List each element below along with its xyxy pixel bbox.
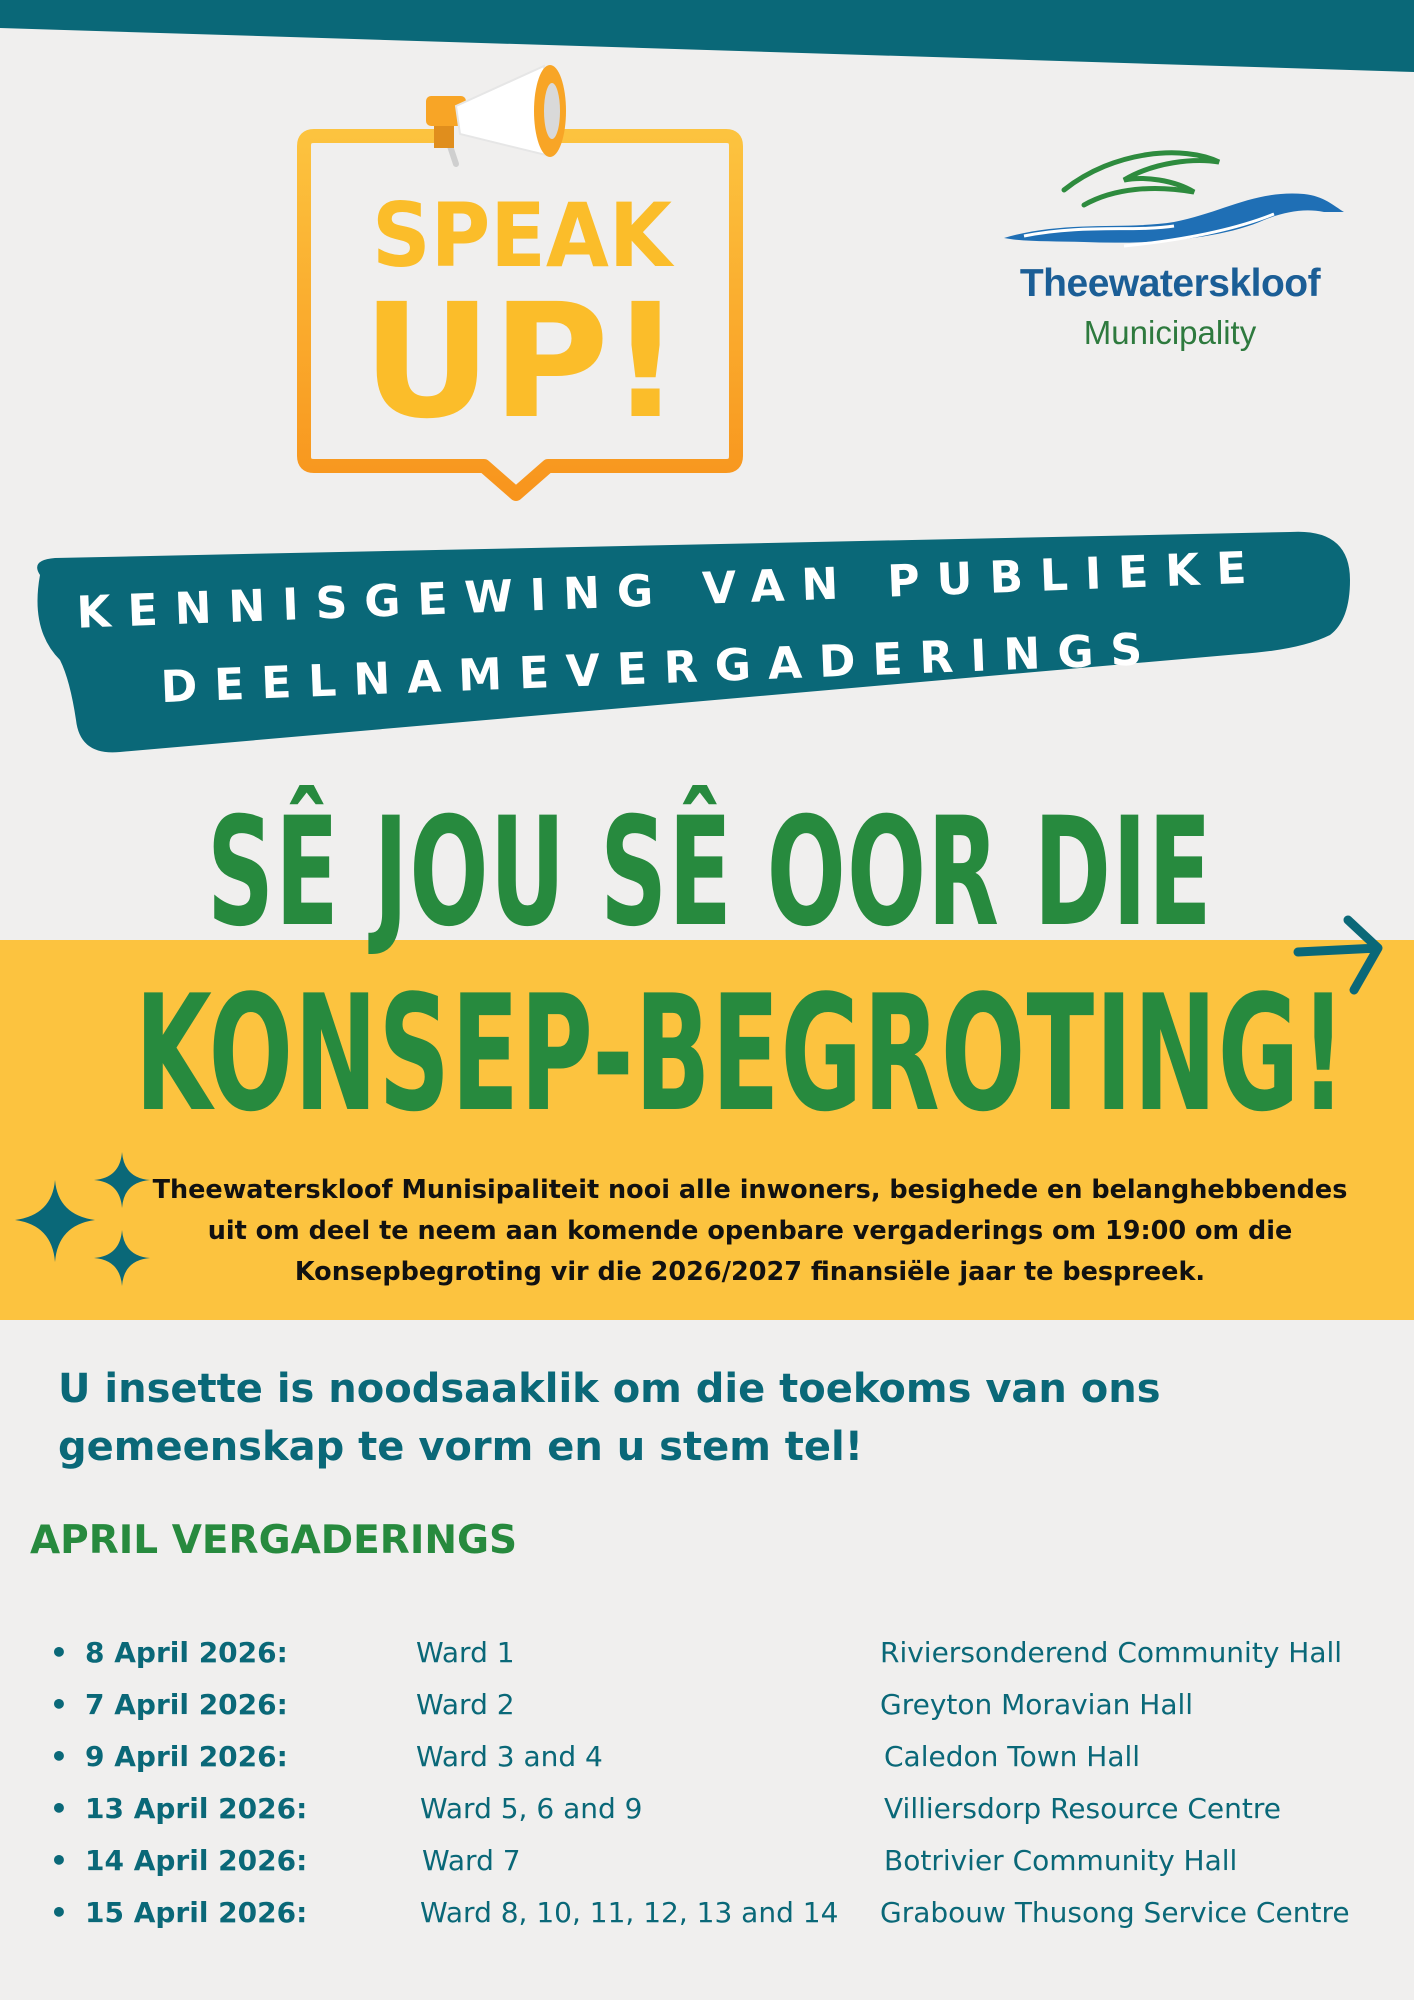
meeting-date: 7 April 2026: <box>85 1688 288 1721</box>
meeting-venue: Riviersonderend Community Hall <box>880 1636 1343 1669</box>
logo-subtitle: Municipality <box>1083 314 1257 351</box>
bullet: • <box>50 1896 68 1929</box>
bullet: • <box>50 1740 68 1773</box>
notice-title-line2: DEELNAMEVERGADERINGS <box>159 623 1161 714</box>
meeting-venue: Botrivier Community Hall <box>884 1844 1238 1877</box>
arrow-right-icon <box>1290 900 1390 1000</box>
list-item <box>0 1844 1414 1884</box>
bullet: • <box>50 1636 68 1669</box>
meeting-ward: Ward 3 and 4 <box>416 1740 603 1773</box>
list-item <box>0 1636 1414 1676</box>
bullet: • <box>50 1688 68 1721</box>
municipality-logo <box>1004 150 1350 260</box>
bullet: • <box>50 1792 68 1825</box>
notice-title-line1: KENNISGEWING VAN PUBLIEKE <box>75 542 1265 639</box>
list-item <box>0 1792 1414 1832</box>
sparkles-icon <box>10 1150 160 1290</box>
meeting-venue: Villiersdorp Resource Centre <box>884 1792 1282 1825</box>
meeting-ward: Ward 7 <box>422 1844 521 1877</box>
intro-paragraph: Theewaterskloof Munisipaliteit nooi alle inwoners, besighede en belanghebbendes uit om deel te neem aan komende openbare vergaderings om 19:00 om die Konsepbegroting vir die 2026/2027 finansiële jaar te bespreek. <box>152 1175 1348 1287</box>
list-item <box>0 1896 1414 1936</box>
bullet: • <box>50 1844 68 1877</box>
up-text: UP! <box>362 270 682 454</box>
meeting-ward: Ward 1 <box>416 1636 515 1669</box>
meeting-venue: Grabouw Thusong Service Centre <box>880 1896 1350 1929</box>
meeting-ward: Ward 2 <box>416 1688 515 1721</box>
meeting-venue: Greyton Moravian Hall <box>880 1688 1194 1721</box>
speak-text: SPEAK <box>372 184 675 287</box>
meeting-ward: Ward 5, 6 and 9 <box>420 1792 643 1825</box>
list-item <box>0 1740 1414 1780</box>
meeting-venue: Caledon Town Hall <box>884 1740 1141 1773</box>
meeting-ward: Ward 8, 10, 11, 12, 13 and 14 <box>420 1896 839 1929</box>
section-heading: APRIL VERGADERINGS <box>30 1518 518 1563</box>
logo-name: Theewaterskloof <box>1019 262 1321 305</box>
meeting-date: 8 April 2026: <box>85 1636 288 1669</box>
meeting-date: 9 April 2026: <box>85 1740 288 1773</box>
speak-up-badge <box>296 56 756 506</box>
list-item <box>0 1688 1414 1728</box>
tagline: U insette is noodsaaklik om die toekoms van ons gemeenskap te vorm en u stem tel! <box>58 1366 1161 1470</box>
meeting-date: 15 April 2026: <box>85 1896 308 1929</box>
meeting-date: 14 April 2026: <box>85 1844 308 1877</box>
headline-line2: KONSEP-BEGROTING! <box>135 960 1347 1147</box>
meeting-date: 13 April 2026: <box>85 1792 308 1825</box>
megaphone-icon <box>426 65 566 164</box>
headline-line1: SÊ JOU SÊ OOR DIE <box>207 786 1213 960</box>
